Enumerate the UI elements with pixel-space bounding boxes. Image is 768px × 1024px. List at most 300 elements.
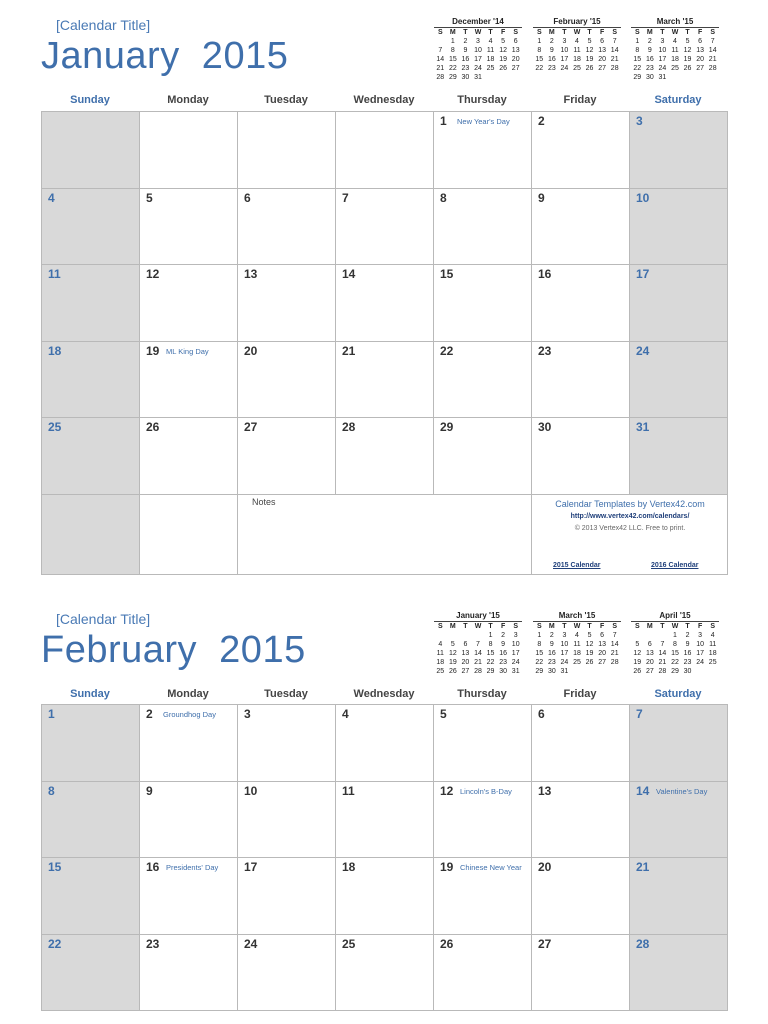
mini-calendar — [533, 17, 621, 73]
day-cell[interactable] — [434, 782, 532, 859]
day-number: 11 — [48, 267, 61, 281]
mini-day: 6 — [600, 632, 605, 639]
mini-day: 5 — [450, 641, 455, 648]
mini-day: 20 — [461, 659, 470, 666]
mini-day: 2 — [501, 632, 506, 639]
day-cell[interactable] — [630, 705, 728, 782]
day-cell[interactable] — [140, 935, 238, 1012]
weekday-label: Sunday — [70, 688, 110, 700]
mini-weekday: W — [474, 623, 482, 630]
day-cell[interactable] — [238, 782, 336, 859]
mini-day: 9 — [501, 641, 506, 648]
mini-calendar — [631, 611, 719, 676]
day-cell[interactable] — [434, 705, 532, 782]
day-cell[interactable] — [532, 342, 630, 419]
mini-day: 3 — [562, 632, 567, 639]
mini-day: 2 — [549, 632, 554, 639]
mini-weekday: W — [573, 623, 581, 630]
day-cell[interactable] — [532, 189, 630, 266]
day-cell[interactable] — [532, 418, 630, 495]
mini-day: 22 — [535, 659, 544, 666]
weekday-label: Tuesday — [264, 94, 308, 106]
mini-day: 12 — [683, 47, 692, 54]
day-number: 10 — [244, 783, 258, 798]
day-cell[interactable] — [336, 858, 434, 935]
mini-day: 29 — [671, 668, 679, 675]
calendar-2016-link[interactable]: 2016 Calendar — [651, 561, 699, 569]
mini-calendar-days — [631, 28, 719, 82]
mini-day: 17 — [560, 650, 569, 657]
weekday-label: Thursday — [457, 94, 507, 106]
day-cell[interactable] — [336, 342, 434, 419]
day-cell[interactable] — [630, 265, 728, 342]
day-cell[interactable] — [42, 858, 140, 935]
day-number: 15 — [440, 267, 454, 281]
mini-day: 20 — [645, 659, 654, 666]
mini-day: 29 — [535, 668, 544, 675]
mini-weekday: F — [697, 623, 703, 630]
mini-day: 3 — [660, 38, 665, 45]
mini-weekday: S — [710, 623, 716, 630]
day-cell[interactable] — [532, 705, 630, 782]
day-cell[interactable] — [42, 112, 140, 189]
mini-day: 30 — [645, 74, 654, 81]
day-cell[interactable] — [238, 858, 336, 935]
mini-day: 10 — [696, 641, 705, 648]
day-cell[interactable] — [532, 265, 630, 342]
mini-calendar-title: January '15 — [434, 611, 522, 622]
mini-weekday: T — [488, 623, 493, 630]
mini-weekday: S — [513, 29, 519, 36]
mini-day: 27 — [598, 65, 607, 72]
mini-day: 5 — [587, 632, 592, 639]
day-cell[interactable] — [336, 265, 434, 342]
holiday-label: Valentine's Day — [656, 786, 708, 796]
day-number: 26 — [440, 936, 454, 951]
day-cell[interactable] — [336, 782, 434, 859]
mini-day: 9 — [647, 47, 652, 54]
mini-day: 22 — [448, 65, 457, 72]
day-number: 21 — [636, 860, 650, 874]
day-number: 2 — [146, 707, 153, 721]
mini-day: 16 — [547, 650, 556, 657]
day-cell[interactable] — [630, 858, 728, 935]
mini-day: 22 — [671, 659, 679, 666]
mini-day: 1 — [635, 38, 640, 45]
day-cell[interactable] — [630, 935, 728, 1012]
day-cell[interactable] — [238, 418, 336, 495]
day-cell[interactable] — [238, 342, 336, 419]
mini-day: 21 — [436, 65, 445, 72]
day-cell[interactable] — [336, 189, 434, 266]
mini-day: 6 — [600, 38, 605, 45]
mini-calendar-title: December '14 — [434, 17, 522, 28]
mini-day: 19 — [585, 56, 594, 63]
mini-day: 23 — [683, 659, 692, 666]
mini-calendars — [434, 17, 719, 87]
mini-weekday: W — [573, 29, 581, 36]
credit-url[interactable]: http://www.vertex42.com/calendars/ — [570, 512, 690, 520]
day-cell[interactable] — [42, 189, 140, 266]
day-number: 1 — [48, 707, 55, 721]
day-cell[interactable] — [42, 935, 140, 1012]
mini-day: 2 — [463, 38, 468, 45]
mini-day: 31 — [474, 74, 482, 81]
mini-day: 18 — [436, 659, 445, 666]
mini-day: 11 — [671, 47, 679, 54]
day-number: 12 — [440, 783, 454, 798]
day-cell[interactable] — [140, 705, 238, 782]
calendar-2015-link[interactable]: 2015 Calendar — [553, 561, 601, 569]
mini-day: 12 — [448, 650, 457, 657]
mini-day: 15 — [671, 650, 679, 657]
day-cell[interactable] — [140, 782, 238, 859]
mini-day: 26 — [633, 668, 642, 675]
day-number: 6 — [538, 707, 545, 721]
mini-day: 14 — [610, 47, 619, 54]
mini-day: 28 — [474, 668, 482, 675]
mini-weekday: F — [599, 623, 605, 630]
holiday-label: ML King Day — [166, 346, 209, 356]
mini-weekday: S — [536, 29, 542, 36]
month-grid — [41, 111, 728, 575]
mini-day: 26 — [585, 65, 594, 72]
mini-day: 9 — [685, 641, 690, 648]
mini-day: 2 — [647, 38, 652, 45]
day-cell[interactable] — [140, 265, 238, 342]
mini-day: 3 — [513, 632, 518, 639]
day-number: 28 — [636, 936, 650, 951]
day-cell[interactable] — [42, 418, 140, 495]
day-number: 25 — [48, 420, 62, 434]
mini-day: 25 — [573, 659, 581, 666]
day-cell[interactable] — [630, 782, 728, 859]
mini-day: 7 — [612, 38, 617, 45]
mini-day: 14 — [610, 641, 619, 648]
mini-day: 19 — [633, 659, 642, 666]
day-number: 23 — [538, 343, 552, 358]
day-number: 15 — [48, 860, 62, 874]
day-cell[interactable] — [532, 112, 630, 189]
day-cell[interactable] — [434, 342, 532, 419]
mini-day: 31 — [511, 668, 520, 675]
mini-day: 14 — [708, 47, 717, 54]
day-cell[interactable] — [630, 342, 728, 419]
mini-day: 16 — [645, 56, 654, 63]
mini-day: 1 — [450, 38, 455, 45]
mini-day: 26 — [448, 668, 457, 675]
mini-day: 30 — [683, 668, 692, 675]
notes-row-monday[interactable] — [140, 495, 238, 575]
mini-weekday: S — [536, 623, 542, 630]
mini-day: 1 — [488, 632, 493, 639]
mini-day: 24 — [696, 659, 705, 666]
credit-copyright: © 2013 Vertex42 LLC. Free to print. — [574, 524, 686, 532]
day-cell[interactable] — [140, 112, 238, 189]
mini-day — [447, 631, 460, 640]
mini-day: 24 — [560, 65, 569, 72]
day-number: 14 — [342, 267, 356, 281]
mini-day — [656, 631, 669, 640]
day-cell[interactable] — [532, 935, 630, 1012]
mini-day: 11 — [486, 47, 495, 54]
month-grid — [41, 704, 728, 1011]
mini-weekday: F — [500, 29, 506, 36]
day-cell[interactable] — [434, 112, 532, 189]
weekday-label: Sunday — [70, 94, 110, 106]
mini-day: 24 — [658, 65, 667, 72]
mini-day: 15 — [535, 56, 544, 63]
mini-day: 1 — [673, 632, 677, 639]
day-cell[interactable] — [140, 418, 238, 495]
mini-calendars — [434, 611, 719, 681]
mini-day: 10 — [560, 47, 569, 54]
notes-row-sunday[interactable] — [42, 495, 140, 575]
holiday-label: Groundhog Day — [163, 710, 216, 719]
mini-day: 27 — [461, 668, 470, 675]
mini-day: 24 — [511, 659, 520, 666]
day-cell[interactable] — [42, 342, 140, 419]
notes-label: Notes — [252, 496, 276, 507]
day-number: 25 — [342, 936, 356, 951]
day-cell[interactable] — [336, 112, 434, 189]
day-cell[interactable] — [434, 418, 532, 495]
day-cell[interactable] — [42, 265, 140, 342]
day-cell[interactable] — [336, 705, 434, 782]
day-cell[interactable] — [238, 112, 336, 189]
day-number: 19 — [440, 860, 454, 874]
mini-day: 27 — [645, 668, 654, 675]
mini-day: 22 — [535, 65, 544, 72]
mini-day: 27 — [598, 659, 607, 666]
day-cell[interactable] — [42, 705, 140, 782]
mini-day: 16 — [683, 650, 692, 657]
mini-day: 11 — [573, 641, 581, 648]
mini-day: 20 — [598, 650, 607, 657]
mini-day: 7 — [710, 38, 715, 45]
day-number: 16 — [146, 860, 160, 874]
mini-day: 26 — [585, 659, 594, 666]
mini-calendar — [434, 611, 522, 676]
mini-day: 21 — [658, 659, 667, 666]
weekday-label: Wednesday — [353, 94, 415, 106]
day-number: 8 — [48, 783, 55, 798]
day-cell[interactable] — [434, 935, 532, 1012]
mini-day: 20 — [511, 56, 520, 63]
mini-day: 29 — [486, 668, 495, 675]
mini-day: 12 — [499, 47, 508, 54]
mini-day: 8 — [488, 641, 493, 648]
mini-weekday: F — [599, 29, 605, 36]
mini-calendar-days — [533, 622, 621, 676]
mini-day: 12 — [585, 47, 594, 54]
mini-weekday: T — [463, 29, 468, 36]
mini-day: 26 — [683, 65, 692, 72]
mini-day: 13 — [598, 641, 607, 648]
mini-day: 21 — [610, 56, 619, 63]
weekday-label: Thursday — [457, 688, 507, 700]
weekday-label: Wednesday — [353, 688, 415, 700]
day-cell[interactable] — [140, 342, 238, 419]
mini-day: 4 — [488, 38, 493, 45]
mini-day: 28 — [610, 659, 619, 666]
mini-calendar-title: April '15 — [631, 611, 719, 622]
mini-day: 1 — [537, 632, 542, 639]
day-cell[interactable] — [140, 858, 238, 935]
holiday-label: Chinese New Year — [460, 863, 522, 872]
mini-weekday: T — [685, 29, 690, 36]
weekday-header — [41, 94, 727, 108]
mini-day: 18 — [708, 650, 717, 657]
day-cell[interactable] — [532, 858, 630, 935]
day-cell[interactable] — [238, 705, 336, 782]
mini-day: 19 — [585, 650, 594, 657]
mini-day: 8 — [537, 47, 542, 54]
mini-day: 29 — [633, 74, 642, 81]
mini-weekday: T — [488, 29, 493, 36]
mini-weekday: S — [710, 29, 716, 36]
mini-day: 7 — [660, 641, 665, 648]
mini-day: 5 — [587, 38, 592, 45]
mini-day: 12 — [633, 650, 642, 657]
mini-day: 7 — [612, 632, 617, 639]
mini-weekday: W — [671, 29, 679, 36]
mini-day: 8 — [673, 641, 677, 648]
credit-box[interactable] — [532, 495, 728, 575]
day-number: 23 — [146, 936, 160, 951]
mini-day: 29 — [448, 74, 457, 81]
mini-day — [459, 631, 472, 640]
day-number: 30 — [538, 420, 552, 434]
mini-calendar-days — [434, 28, 522, 82]
mini-day: 3 — [698, 632, 703, 639]
mini-day: 14 — [436, 56, 445, 63]
mini-day: 22 — [486, 659, 495, 666]
mini-day: 28 — [436, 74, 445, 81]
mini-weekday: S — [612, 623, 618, 630]
mini-day: 18 — [573, 56, 581, 63]
mini-day: 21 — [708, 56, 717, 63]
day-number: 7 — [342, 190, 349, 205]
mini-weekday: M — [548, 623, 555, 630]
mini-day: 16 — [547, 56, 556, 63]
mini-weekday: M — [646, 623, 653, 630]
day-cell[interactable] — [336, 418, 434, 495]
day-cell[interactable] — [630, 189, 728, 266]
day-cell[interactable] — [42, 782, 140, 859]
mini-day: 4 — [575, 632, 579, 639]
mini-day: 16 — [461, 56, 470, 63]
mini-day: 9 — [549, 641, 554, 648]
day-cell[interactable] — [630, 418, 728, 495]
mini-day: 9 — [549, 47, 554, 54]
day-number: 9 — [146, 783, 153, 798]
mini-day: 22 — [633, 65, 642, 72]
day-number: 14 — [636, 783, 650, 798]
day-number: 31 — [636, 420, 650, 434]
mini-day: 3 — [476, 38, 480, 45]
day-number: 21 — [342, 343, 356, 358]
day-number: 11 — [342, 783, 355, 798]
mini-day: 4 — [673, 38, 677, 45]
mini-day: 23 — [547, 659, 556, 666]
day-cell[interactable] — [630, 112, 728, 189]
day-cell[interactable] — [238, 935, 336, 1012]
day-number: 2 — [538, 114, 545, 128]
mini-day: 4 — [575, 38, 579, 45]
mini-day: 19 — [683, 56, 692, 63]
weekday-label: Monday — [167, 688, 209, 700]
day-number: 28 — [342, 420, 356, 434]
mini-weekday: S — [437, 623, 443, 630]
mini-day — [644, 631, 657, 640]
mini-day: 5 — [635, 641, 640, 648]
calendar-title-placeholder[interactable]: [Calendar Title] — [56, 17, 151, 33]
mini-day: 18 — [573, 650, 581, 657]
day-cell[interactable] — [238, 265, 336, 342]
calendar-title-placeholder[interactable]: [Calendar Title] — [56, 611, 151, 627]
day-number: 17 — [244, 860, 258, 874]
day-cell[interactable] — [434, 265, 532, 342]
mini-weekday: T — [660, 29, 665, 36]
mini-weekday: S — [437, 29, 443, 36]
mini-day: 20 — [598, 56, 607, 63]
mini-calendar-days — [631, 622, 719, 676]
mini-day: 13 — [461, 650, 470, 657]
mini-calendar — [434, 17, 522, 82]
mini-day: 4 — [710, 632, 715, 639]
mini-day: 13 — [645, 650, 654, 657]
day-number: 5 — [440, 707, 447, 721]
mini-day: 27 — [511, 65, 520, 72]
mini-day: 21 — [610, 650, 619, 657]
mini-day: 15 — [486, 650, 495, 657]
mini-day: 12 — [585, 641, 594, 648]
mini-weekday: S — [634, 29, 640, 36]
mini-calendar-days — [434, 622, 522, 676]
mini-day: 7 — [438, 47, 443, 54]
mini-calendar-title: March '15 — [631, 17, 719, 28]
mini-day: 23 — [461, 65, 470, 72]
day-number: 13 — [538, 783, 552, 798]
weekday-label: Monday — [167, 94, 209, 106]
day-cell[interactable] — [140, 189, 238, 266]
mini-day: 13 — [511, 47, 520, 54]
weekday-header — [41, 688, 727, 702]
day-number: 22 — [440, 343, 454, 358]
mini-day: 9 — [463, 47, 468, 54]
day-number: 16 — [538, 267, 552, 281]
mini-day — [434, 37, 447, 46]
mini-day: 17 — [696, 650, 705, 657]
mini-day: 6 — [647, 641, 652, 648]
mini-day: 25 — [573, 65, 581, 72]
day-number: 27 — [244, 420, 258, 434]
day-number: 24 — [244, 936, 258, 951]
day-cell[interactable] — [434, 189, 532, 266]
day-number: 7 — [636, 707, 643, 721]
day-cell[interactable] — [336, 935, 434, 1012]
mini-day: 21 — [474, 659, 482, 666]
mini-day: 11 — [436, 650, 444, 657]
mini-day: 6 — [463, 641, 468, 648]
day-cell[interactable] — [532, 782, 630, 859]
day-cell[interactable] — [434, 858, 532, 935]
day-number: 13 — [244, 267, 258, 281]
day-cell[interactable] — [238, 189, 336, 266]
day-number: 19 — [146, 343, 160, 358]
notes-area[interactable] — [238, 495, 532, 575]
